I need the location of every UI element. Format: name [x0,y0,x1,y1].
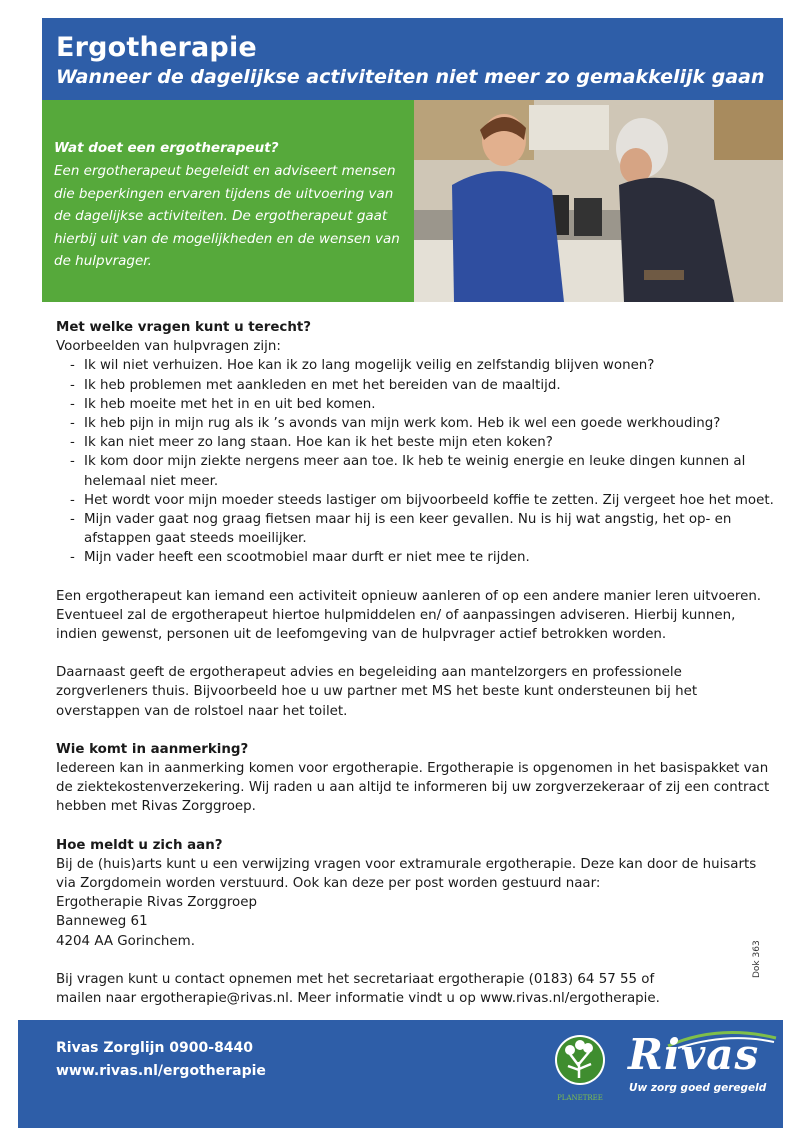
footer-website-link[interactable]: www.rivas.nl/ergotherapie [56,1063,266,1079]
tree-icon [550,1032,610,1104]
document-number: Dok 363 [752,940,762,978]
zorglijn-phone: Rivas Zorglijn 0900-8440 [56,1040,254,1056]
intro-question: Wat doet een ergotherapeut? [54,140,279,156]
photo-illustration [414,100,783,302]
page-subtitle: Wanneer de dagelijkse activiteiten niet meer zo gemakkelijk gaan [56,66,765,88]
paragraph-caregivers: Daarnaast geeft de ergotherapeut advies en begeleiding aan mantelzorgers en professionele zorgverleners thuis. Bijvoorbeeld hoe u uw partner met MS het beste kunt ondersteunen bij het overstappen van de rolstoel naar het toilet. [56,665,698,719]
eligibility-text: Iedereen kan in aanmerking komen voor ergotherapie. Ergotherapie is opgenomen in het basispakket van de ziektekostenverzekering. Wij raden u aan altijd te informeren bij uw zorgverzekeraar of zij een contract hebben met Rivas Zorggroep. [56,761,770,815]
address-line: Banneweg 61 [56,914,148,930]
list-item: - Mijn vader heeft een scootmobiel maar durft er niet mee te rijden. [70,548,776,567]
list-item: - Het wordt voor mijn moeder steeds lastiger om bijvoorbeeld koffie te zetten. Zij vergeet hoe het moet. [70,491,776,510]
address-line: 4204 AA Gorinchem. [56,933,195,949]
list-item: - Mijn vader gaat nog graag fietsen maar hij is een keer gevallen. Nu is hij wat angstig, het op- en afstappen gaat steeds moeilijker. [70,510,776,548]
address-line: Ergotherapie Rivas Zorggroep [56,895,257,911]
questions-lead: Voorbeelden van hulpvragen zijn: [56,339,281,355]
list-item: - Ik wil niet verhuizen. Hoe kan ik zo lang mogelijk veilig en zelfstandig blijven wonen? [70,356,776,375]
main-content [56,318,776,1008]
list-item: - Ik kan niet meer zo lang staan. Hoe kan ik het beste mijn eten koken? [70,433,776,452]
contact-line-2: mailen naar ergotherapie@rivas.nl. Meer informatie vindt u op www.rivas.nl/ergotherapie. [56,991,660,1007]
list-item: - Ik heb problemen met aankleden en met het bereiden van de maaltijd. [70,376,776,395]
intro-panel [42,100,414,302]
questions-heading: Met welke vragen kunt u terecht? [56,320,312,335]
header-banner [42,18,783,100]
example-questions-list [56,356,776,567]
signup-text: Bij de (huis)arts kunt u een verwijzing vragen voor extramurale ergotherapie. Deze kan door de huisarts via Zorgdomein worden verstuurd. Ook kan deze per post worden gestuurd naar: [56,856,757,892]
list-item: - Ik heb pijn in mijn rug als ik ’s avonds van mijn werk kom. Heb ik wel een goede werkhouding? [70,414,776,433]
eligibility-heading: Wie komt in aanmerking? [56,741,249,757]
rivas-tagline: Uw zorg goed geregeld [629,1082,767,1094]
planetree-logo [550,1032,610,1104]
planetree-label: PLANETREE [557,1094,603,1102]
rivas-logo: Rivas [628,1030,760,1079]
footer-banner [18,1020,783,1128]
paragraph-relearn: Een ergotherapeut kan iemand een activiteit opnieuw aanleren of op een andere manier leren uitvoeren. Eventueel zal de ergotherapeut hiertoe hulpmiddelen en/ of aanpassingen adviseren. Hierbij kunnen, indien gewenst, personen uit de leefomgeving van de hulpvrager actief betrokken worden. [56,588,762,643]
signup-heading: Hoe meldt u zich aan? [56,837,223,853]
list-item: - Ik heb moeite met het in en uit bed komen. [70,395,776,414]
contact-line-1: Bij vragen kunt u contact opnemen met het secretariaat ergotherapie (0183) 64 57 55 of [56,971,655,987]
therapist-photo [414,100,783,302]
intro-answer: Een ergotherapeut begeleidt en adviseert mensen die beperkingen ervaren tijdens de uitvoering van de dagelijkse activiteiten. De ergotherapeut gaat hierbij uit van de mogelijkheden en de wensen van de hulpvrager. [54,163,400,269]
list-item: - Ik kom door mijn ziekte nergens meer aan toe. Ik heb te weinig energie en leuke dingen kunnen al helemaal niet meer. [70,452,776,490]
page-title: Ergotherapie [56,32,257,63]
